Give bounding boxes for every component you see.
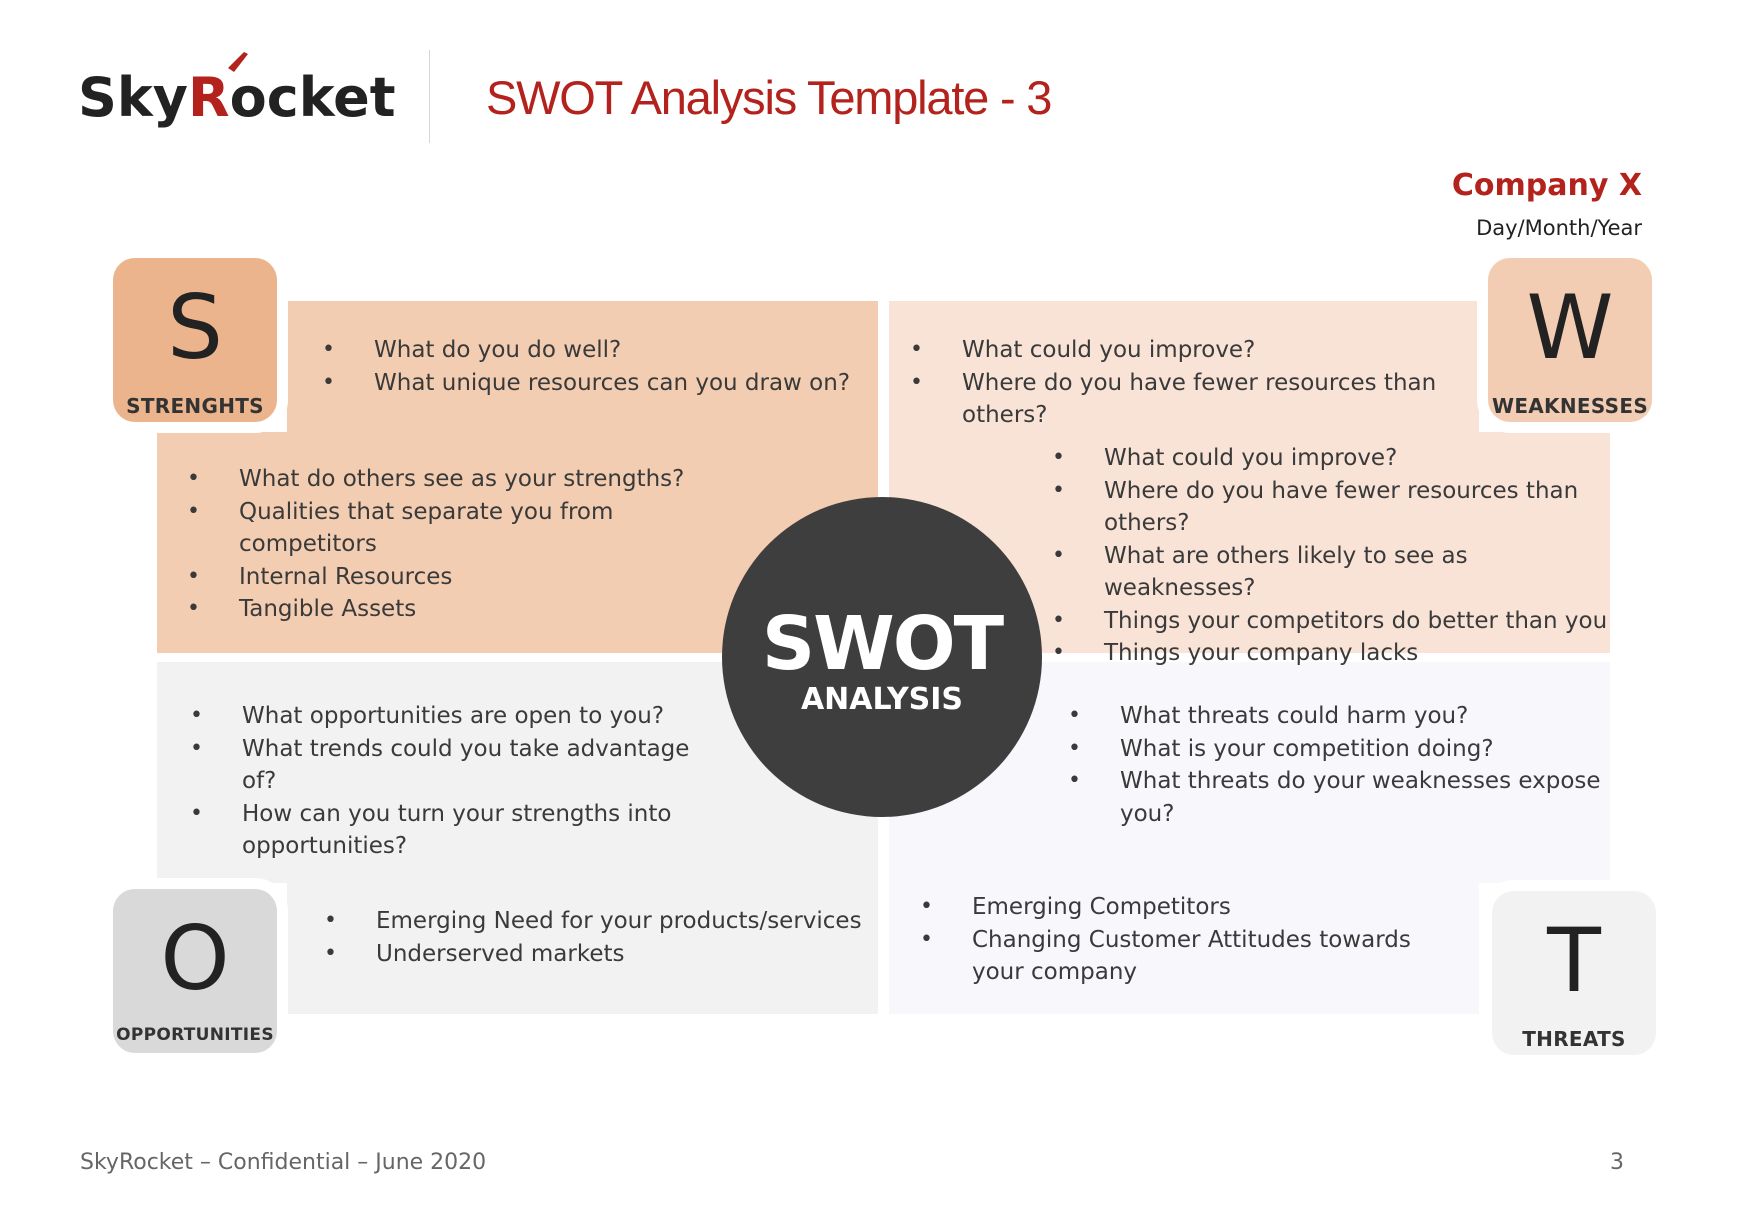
page-title: SWOT Analysis Template - 3: [486, 71, 1052, 124]
date-label: Day/Month/Year: [1476, 216, 1642, 240]
opportunities-letter: O: [160, 907, 230, 1010]
opportunities-caption: OPPORTUNITIES: [116, 1025, 274, 1045]
list-item: • What threats could harm you?: [1068, 700, 1608, 733]
list-item: • Tangible Assets: [187, 593, 747, 626]
list-item: • What unique resources can you draw on?: [322, 367, 862, 400]
threats-main-list: [1068, 700, 1608, 830]
list-item: • What could you improve?: [910, 334, 1450, 367]
swot-center-circle: [722, 497, 1042, 817]
strengths-main-list: [187, 463, 747, 626]
list-item: • What opportunities are open to you?: [190, 700, 710, 733]
opportunities-main-list: [190, 700, 710, 863]
strengths-badge: [113, 258, 277, 422]
swot-center-title: SWOT: [761, 601, 1003, 687]
list-item: • What threats do your weaknesses expose you?: [1068, 765, 1608, 830]
list-item: • What could you improve?: [1052, 442, 1608, 475]
threats-caption: THREATS: [1522, 1027, 1626, 1051]
list-item: • What do others see as your strengths?: [187, 463, 747, 496]
list-item: • Things your competitors do better than you: [1052, 605, 1608, 638]
skyrocket-logo: [78, 44, 398, 144]
logo-text-sky: Sky: [78, 66, 189, 129]
opportunities-badge: [113, 889, 277, 1053]
weaknesses-badge: [1488, 258, 1652, 422]
list-item: • Qualities that separate you from competitors: [187, 496, 747, 561]
swot-center-subtitle: ANALYSIS: [800, 682, 964, 717]
list-item: • Where do you have fewer resources than others?: [910, 367, 1450, 432]
opportunities-bottom-list: [324, 905, 869, 970]
list-item: • Emerging Need for your products/services: [324, 905, 869, 938]
weaknesses-top-list: [910, 334, 1450, 432]
list-item: • What trends could you take advantage of?: [190, 733, 710, 798]
list-item: • Emerging Competitors: [920, 891, 1460, 924]
list-item: • Things your company lacks: [1052, 637, 1608, 670]
list-item: • Underserved markets: [324, 938, 869, 971]
page-number: 3: [1610, 1150, 1624, 1175]
threats-badge: [1492, 891, 1656, 1055]
threats-bottom-list: [920, 891, 1460, 989]
list-item: • What is your competition doing?: [1068, 733, 1608, 766]
svg-text:SkyRocket: [78, 66, 396, 129]
company-name: Company X: [1451, 168, 1642, 203]
list-item: • Internal Resources: [187, 561, 747, 594]
logo-text-r: R: [188, 66, 230, 129]
logo-text-ocket: ocket: [229, 66, 396, 129]
list-item: • Changing Customer Attitudes towards your company: [920, 924, 1460, 989]
list-item: • What are others likely to see as weaknesses?: [1052, 540, 1608, 605]
weaknesses-letter: W: [1526, 276, 1614, 379]
footer-text: SkyRocket – Confidential – June 2020: [80, 1150, 487, 1175]
strengths-top-list: [322, 334, 862, 399]
weaknesses-main-list: [1052, 442, 1608, 670]
weaknesses-caption: WEAKNESSES: [1491, 394, 1649, 418]
header-divider: [429, 50, 430, 143]
list-item: • What do you do well?: [322, 334, 862, 367]
strengths-caption: STRENGHTS: [126, 394, 264, 418]
list-item: • How can you turn your strengths into opportunities?: [190, 798, 710, 863]
list-item: • Where do you have fewer resources than others?: [1052, 475, 1608, 540]
strengths-letter: S: [167, 276, 223, 379]
threats-letter: T: [1547, 909, 1601, 1012]
